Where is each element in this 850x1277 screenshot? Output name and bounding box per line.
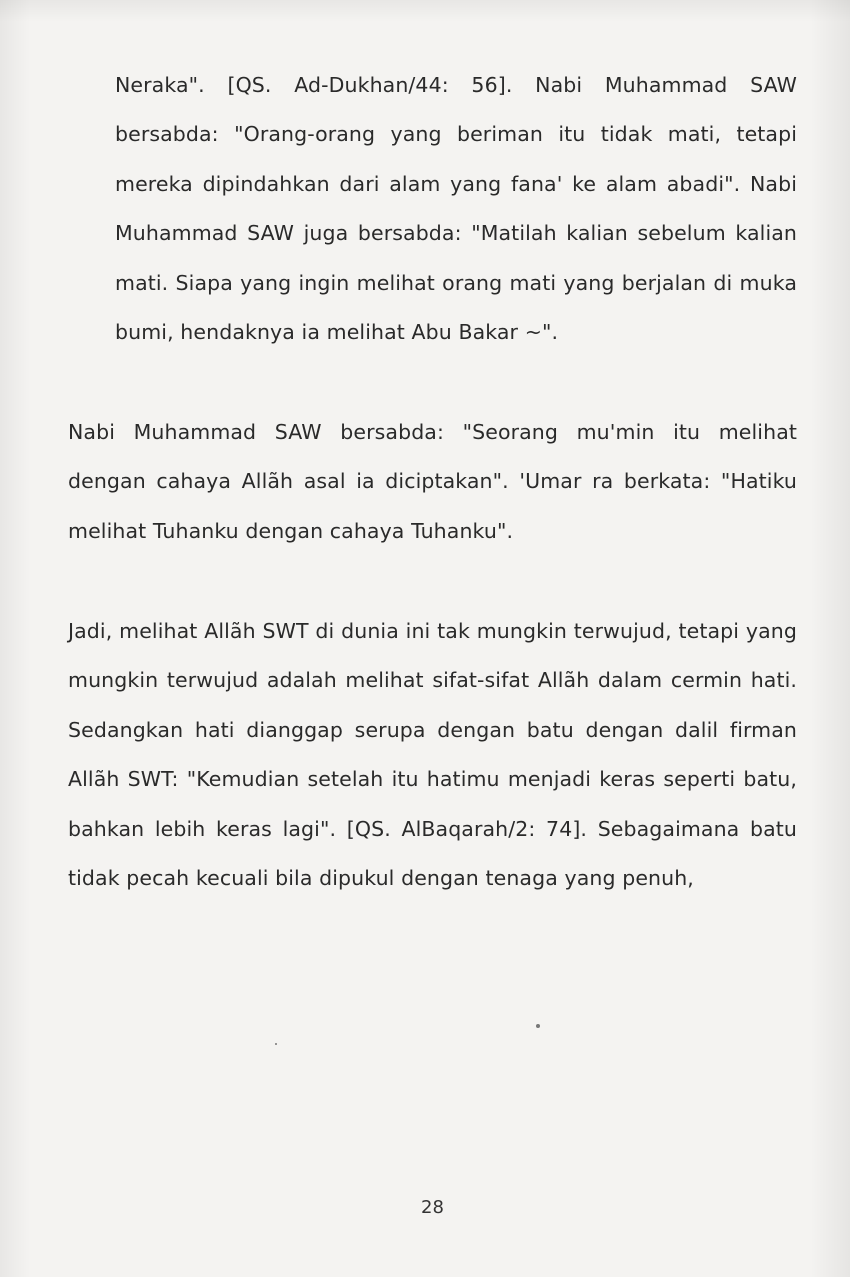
scan-speck [536,1024,540,1028]
paragraph-conclusion: Jadi, melihat Allãh SWT di dunia ini tak mungkin terwujud, tetapi yang mungkin terwujud adalah melihat sifat-sifat Allãh dalam cermin hati. Sedangkan hati dianggap serupa dengan batu dengan dalil firman Allãh SWT: "Kemudian setelah itu hatimu menjadi keras seperti batu, bahkan lebih keras lagi". [QS. AlBaqarah/2: 74]. Sebagaimana batu tidak pecah kecuali bila dipukul dengan tenaga yang penuh, [68,619,797,891]
page-number: 28 [421,1197,444,1218]
paragraph-hadith: Nabi Muhammad SAW bersabda: "Seorang mu'min itu melihat dengan cahaya Allãh asal ia diciptakan". 'Umar ra berkata: "Hatiku melihat Tuhanku dengan cahaya Tuhanku". [68,420,797,543]
scan-speck [275,1043,277,1045]
paragraph-quote-continuation: Neraka". [QS. Ad-Dukhan/44: 56]. Nabi Muhammad SAW bersabda: "Orang-orang yang beriman itu tidak mati, tetapi mereka dipindahkan dari alam yang fana' ke alam abadi". Nabi Muhammad SAW juga bersabda: "Matilah kalian sebelum kalian mati. Siapa yang ingin melihat orang mati yang berjalan di muka bumi, hendaknya ia melihat Abu Bakar ~". [115,73,797,345]
